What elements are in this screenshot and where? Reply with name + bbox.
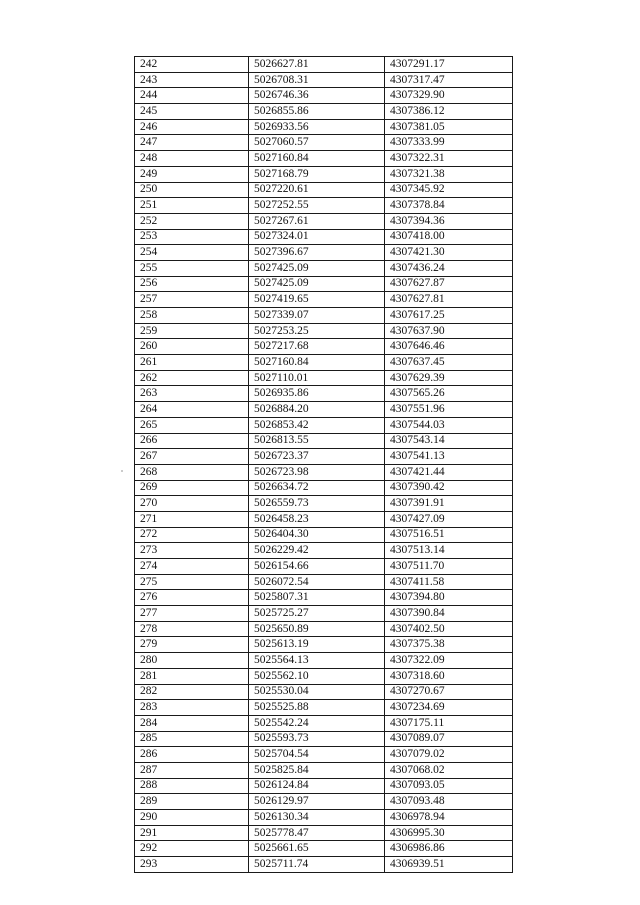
x-coordinate-cell: 5025725.27 (249, 606, 385, 622)
x-coordinate-cell: 5026884.20 (249, 402, 385, 418)
table-row (135, 308, 513, 324)
y-coordinate-cell: 4307617.25 (385, 308, 513, 324)
table-row (135, 323, 513, 339)
point-number-cell: 259 (135, 323, 249, 339)
y-coordinate-cell: 4307543.14 (385, 433, 513, 449)
y-coordinate-cell: 4307318.60 (385, 668, 513, 684)
table-row (135, 700, 513, 716)
point-number-cell: 261 (135, 355, 249, 371)
x-coordinate-cell: 5027217.68 (249, 339, 385, 355)
table-row (135, 245, 513, 261)
y-coordinate-cell: 4307378.84 (385, 198, 513, 214)
y-coordinate-cell: 4307089.07 (385, 731, 513, 747)
table-row (135, 292, 513, 308)
table-row (135, 417, 513, 433)
table-row (135, 762, 513, 778)
y-coordinate-cell: 4307093.05 (385, 778, 513, 794)
x-coordinate-cell: 5027110.01 (249, 370, 385, 386)
y-coordinate-cell: 4307079.02 (385, 747, 513, 763)
table-row (135, 731, 513, 747)
table-row (135, 559, 513, 575)
y-coordinate-cell: 4307270.67 (385, 684, 513, 700)
x-coordinate-cell: 5025661.65 (249, 841, 385, 857)
x-coordinate-cell: 5025593.73 (249, 731, 385, 747)
y-coordinate-cell: 4307427.09 (385, 511, 513, 527)
point-number-cell: 255 (135, 260, 249, 276)
table-row (135, 825, 513, 841)
y-coordinate-cell: 4307637.45 (385, 355, 513, 371)
table-row (135, 747, 513, 763)
y-coordinate-cell: 4307551.96 (385, 402, 513, 418)
x-coordinate-cell: 5027168.79 (249, 166, 385, 182)
point-number-cell: 266 (135, 433, 249, 449)
x-coordinate-cell: 5027324.01 (249, 229, 385, 245)
y-coordinate-cell: 4307421.30 (385, 245, 513, 261)
x-coordinate-cell: 5026124.84 (249, 778, 385, 794)
x-coordinate-cell: 5026634.72 (249, 480, 385, 496)
point-number-cell: 277 (135, 606, 249, 622)
table-row (135, 433, 513, 449)
table-row (135, 527, 513, 543)
scan-speck (121, 470, 123, 472)
y-coordinate-cell: 4307375.38 (385, 637, 513, 653)
point-number-cell: 289 (135, 794, 249, 810)
y-coordinate-cell: 4307411.58 (385, 574, 513, 590)
point-number-cell: 280 (135, 653, 249, 669)
y-coordinate-cell: 4307637.90 (385, 323, 513, 339)
x-coordinate-cell: 5027160.84 (249, 151, 385, 167)
table-row (135, 72, 513, 88)
table-row (135, 198, 513, 214)
table-row (135, 57, 513, 73)
x-coordinate-cell: 5027339.07 (249, 308, 385, 324)
y-coordinate-cell: 4306995.30 (385, 825, 513, 841)
point-number-cell: 292 (135, 841, 249, 857)
x-coordinate-cell: 5025564.13 (249, 653, 385, 669)
point-number-cell: 279 (135, 637, 249, 653)
point-number-cell: 258 (135, 308, 249, 324)
table-row (135, 370, 513, 386)
point-number-cell: 254 (135, 245, 249, 261)
point-number-cell: 244 (135, 88, 249, 104)
x-coordinate-cell: 5026723.98 (249, 464, 385, 480)
y-coordinate-cell: 4307175.11 (385, 715, 513, 731)
table-row (135, 621, 513, 637)
x-coordinate-cell: 5027267.61 (249, 213, 385, 229)
y-coordinate-cell: 4307394.80 (385, 590, 513, 606)
x-coordinate-cell: 5027160.84 (249, 355, 385, 371)
table-row (135, 543, 513, 559)
table-row (135, 841, 513, 857)
x-coordinate-cell: 5025825.84 (249, 762, 385, 778)
point-number-cell: 245 (135, 104, 249, 120)
x-coordinate-cell: 5026933.56 (249, 119, 385, 135)
point-number-cell: 274 (135, 559, 249, 575)
table-row (135, 213, 513, 229)
x-coordinate-cell: 5026746.36 (249, 88, 385, 104)
table-row (135, 653, 513, 669)
x-coordinate-cell: 5026404.30 (249, 527, 385, 543)
point-number-cell: 293 (135, 857, 249, 873)
x-coordinate-cell: 5025613.19 (249, 637, 385, 653)
point-number-cell: 249 (135, 166, 249, 182)
y-coordinate-cell: 4307068.02 (385, 762, 513, 778)
x-coordinate-cell: 5027252.55 (249, 198, 385, 214)
x-coordinate-cell: 5026130.34 (249, 810, 385, 826)
y-coordinate-cell: 4307436.24 (385, 260, 513, 276)
point-number-cell: 257 (135, 292, 249, 308)
x-coordinate-cell: 5025542.24 (249, 715, 385, 731)
point-number-cell: 291 (135, 825, 249, 841)
x-coordinate-cell: 5027396.67 (249, 245, 385, 261)
x-coordinate-cell: 5025562.10 (249, 668, 385, 684)
table-row (135, 810, 513, 826)
table-row (135, 715, 513, 731)
x-coordinate-cell: 5025711.74 (249, 857, 385, 873)
point-number-cell: 273 (135, 543, 249, 559)
point-number-cell: 270 (135, 496, 249, 512)
x-coordinate-cell: 5026723.37 (249, 449, 385, 465)
point-number-cell: 243 (135, 72, 249, 88)
point-number-cell: 290 (135, 810, 249, 826)
point-number-cell: 286 (135, 747, 249, 763)
x-coordinate-cell: 5026129.97 (249, 794, 385, 810)
point-number-cell: 250 (135, 182, 249, 198)
table-row (135, 449, 513, 465)
y-coordinate-cell: 4306939.51 (385, 857, 513, 873)
x-coordinate-cell: 5027220.61 (249, 182, 385, 198)
x-coordinate-cell: 5026855.86 (249, 104, 385, 120)
y-coordinate-cell: 4307322.31 (385, 151, 513, 167)
table-row (135, 496, 513, 512)
point-number-cell: 282 (135, 684, 249, 700)
x-coordinate-cell: 5026708.31 (249, 72, 385, 88)
y-coordinate-cell: 4307394.36 (385, 213, 513, 229)
point-number-cell: 265 (135, 417, 249, 433)
table-row (135, 260, 513, 276)
y-coordinate-cell: 4307646.46 (385, 339, 513, 355)
table-row (135, 668, 513, 684)
point-number-cell: 256 (135, 276, 249, 292)
y-coordinate-cell: 4307418.00 (385, 229, 513, 245)
table-row (135, 276, 513, 292)
y-coordinate-cell: 4307391.91 (385, 496, 513, 512)
x-coordinate-cell: 5027060.57 (249, 135, 385, 151)
point-number-cell: 251 (135, 198, 249, 214)
y-coordinate-cell: 4307421.44 (385, 464, 513, 480)
table-row (135, 166, 513, 182)
y-coordinate-cell: 4307381.05 (385, 119, 513, 135)
table-row (135, 606, 513, 622)
point-number-cell: 271 (135, 511, 249, 527)
x-coordinate-cell: 5025530.04 (249, 684, 385, 700)
point-number-cell: 276 (135, 590, 249, 606)
table-row (135, 684, 513, 700)
point-number-cell: 264 (135, 402, 249, 418)
y-coordinate-cell: 4307093.48 (385, 794, 513, 810)
point-number-cell: 246 (135, 119, 249, 135)
x-coordinate-cell: 5027253.25 (249, 323, 385, 339)
y-coordinate-cell: 4307629.39 (385, 370, 513, 386)
coordinates-table-body (135, 57, 513, 873)
x-coordinate-cell: 5026229.42 (249, 543, 385, 559)
x-coordinate-cell: 5027425.09 (249, 260, 385, 276)
y-coordinate-cell: 4307513.14 (385, 543, 513, 559)
table-row (135, 386, 513, 402)
table-row (135, 794, 513, 810)
point-number-cell: 247 (135, 135, 249, 151)
y-coordinate-cell: 4307345.92 (385, 182, 513, 198)
point-number-cell: 260 (135, 339, 249, 355)
table-row (135, 182, 513, 198)
point-number-cell: 283 (135, 700, 249, 716)
table-row (135, 857, 513, 873)
x-coordinate-cell: 5025704.54 (249, 747, 385, 763)
table-row (135, 511, 513, 527)
table-row (135, 339, 513, 355)
y-coordinate-cell: 4307627.81 (385, 292, 513, 308)
x-coordinate-cell: 5025778.47 (249, 825, 385, 841)
point-number-cell: 281 (135, 668, 249, 684)
x-coordinate-cell: 5027419.65 (249, 292, 385, 308)
x-coordinate-cell: 5026627.81 (249, 57, 385, 73)
y-coordinate-cell: 4307516.51 (385, 527, 513, 543)
y-coordinate-cell: 4307390.42 (385, 480, 513, 496)
table-row (135, 480, 513, 496)
y-coordinate-cell: 4306986.86 (385, 841, 513, 857)
y-coordinate-cell: 4307291.17 (385, 57, 513, 73)
y-coordinate-cell: 4307402.50 (385, 621, 513, 637)
table-row (135, 402, 513, 418)
point-number-cell: 267 (135, 449, 249, 465)
point-number-cell: 287 (135, 762, 249, 778)
point-number-cell: 284 (135, 715, 249, 731)
table-row (135, 464, 513, 480)
point-number-cell: 278 (135, 621, 249, 637)
x-coordinate-cell: 5026154.66 (249, 559, 385, 575)
point-number-cell: 268 (135, 464, 249, 480)
table-row (135, 778, 513, 794)
table-row (135, 104, 513, 120)
y-coordinate-cell: 4307390.84 (385, 606, 513, 622)
x-coordinate-cell: 5026559.73 (249, 496, 385, 512)
y-coordinate-cell: 4307511.70 (385, 559, 513, 575)
table-row (135, 88, 513, 104)
table-row (135, 135, 513, 151)
x-coordinate-cell: 5026072.54 (249, 574, 385, 590)
y-coordinate-cell: 4307386.12 (385, 104, 513, 120)
y-coordinate-cell: 4307544.03 (385, 417, 513, 433)
point-number-cell: 285 (135, 731, 249, 747)
x-coordinate-cell: 5025525.88 (249, 700, 385, 716)
table-row (135, 574, 513, 590)
point-number-cell: 248 (135, 151, 249, 167)
coordinates-table (134, 56, 513, 873)
table-row (135, 229, 513, 245)
table-row (135, 151, 513, 167)
point-number-cell: 262 (135, 370, 249, 386)
y-coordinate-cell: 4307234.69 (385, 700, 513, 716)
y-coordinate-cell: 4307541.13 (385, 449, 513, 465)
x-coordinate-cell: 5026813.55 (249, 433, 385, 449)
point-number-cell: 252 (135, 213, 249, 229)
table-row (135, 590, 513, 606)
point-number-cell: 253 (135, 229, 249, 245)
point-number-cell: 269 (135, 480, 249, 496)
point-number-cell: 272 (135, 527, 249, 543)
point-number-cell: 288 (135, 778, 249, 794)
x-coordinate-cell: 5025807.31 (249, 590, 385, 606)
x-coordinate-cell: 5027425.09 (249, 276, 385, 292)
y-coordinate-cell: 4307565.26 (385, 386, 513, 402)
table-row (135, 119, 513, 135)
x-coordinate-cell: 5026935.86 (249, 386, 385, 402)
y-coordinate-cell: 4306978.94 (385, 810, 513, 826)
x-coordinate-cell: 5026458.23 (249, 511, 385, 527)
point-number-cell: 242 (135, 57, 249, 73)
y-coordinate-cell: 4307329.90 (385, 88, 513, 104)
table-row (135, 355, 513, 371)
table-row (135, 637, 513, 653)
y-coordinate-cell: 4307333.99 (385, 135, 513, 151)
y-coordinate-cell: 4307317.47 (385, 72, 513, 88)
y-coordinate-cell: 4307321.38 (385, 166, 513, 182)
y-coordinate-cell: 4307627.87 (385, 276, 513, 292)
point-number-cell: 275 (135, 574, 249, 590)
point-number-cell: 263 (135, 386, 249, 402)
x-coordinate-cell: 5026853.42 (249, 417, 385, 433)
y-coordinate-cell: 4307322.09 (385, 653, 513, 669)
x-coordinate-cell: 5025650.89 (249, 621, 385, 637)
